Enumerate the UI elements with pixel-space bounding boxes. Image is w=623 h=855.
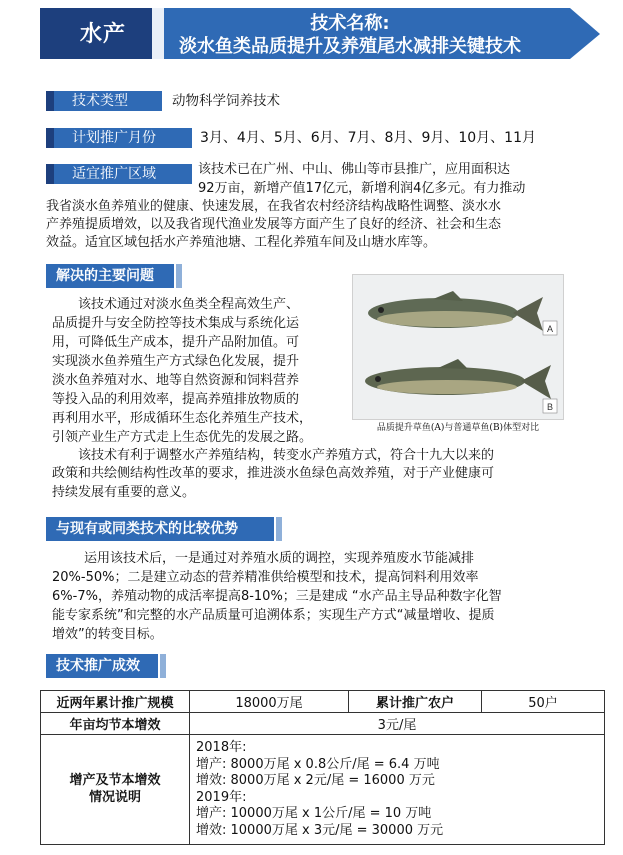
- problems-line: 再利用水平，形成循环生态化养殖生产技术，: [52, 411, 313, 426]
- detail-label: [41, 735, 190, 845]
- problems-line: 该技术有利于调整水产养殖结构，转变水产养殖方式，符合十九大以来的: [78, 448, 495, 463]
- region-tag: [46, 164, 192, 184]
- region-line-5: 效益。适宜区域包括水产养殖池塘、工程化养殖车间及山塘水库等。: [46, 235, 437, 250]
- results-title: 技术推广成效: [46, 654, 158, 678]
- table-row: [41, 713, 605, 735]
- problems-line: 品质提升与安全防控等技术集成与系统化运: [52, 316, 300, 331]
- detail-line: 2018年:: [196, 740, 247, 755]
- detail-line: 增产: 10000万尾 x 1公斤/尾 = 10 万吨: [196, 806, 432, 821]
- scale-value: 18000万尾: [190, 691, 349, 713]
- comparison-line: 20%-50%；二是建立动态的营养精准供给模型和技术，提高饲料利用效率: [52, 570, 479, 585]
- type-label: 技术类型: [54, 91, 162, 111]
- comparison-line: 6%-7%，养殖动物的成活率提高8-10%；三是建成 “水产品主导品种数字化智: [52, 589, 502, 604]
- table-row: [41, 691, 605, 713]
- detail-label-line: 增产及节本增效: [69, 773, 161, 788]
- saving-value: 3元/尾: [190, 713, 605, 735]
- table-row: [41, 735, 605, 845]
- problems-line: 淡水鱼养殖对水、地等自然资源和饲料营养: [52, 373, 300, 388]
- comparison-line: 运用该技术后，一是通过对养殖水质的调控，实现养殖废水节能减排: [84, 551, 475, 566]
- comparison-title: 与现有或同类技术的比较优势: [46, 517, 274, 541]
- detail-line: 增产: 8000万尾 x 0.8公斤/尾 = 6.4 万吨: [196, 756, 440, 772]
- fish-label-b: B: [546, 402, 554, 412]
- fish-label-a: A: [546, 324, 554, 334]
- comparison-line: 能专家系统”和完整的水产品质量可追溯体系；实现生产方式“减量增收、提质: [52, 608, 495, 623]
- months-value: 3月、4月、5月、6月、7月、8月、9月、10月、11月: [200, 130, 536, 146]
- results-table: [40, 690, 605, 845]
- farmers-label: 累计推广农户: [349, 691, 482, 713]
- problems-line: 等投入品的利用效率，提高养殖排放物质的: [52, 392, 300, 407]
- problems-line: 持续发展有重要的意义。: [52, 485, 196, 500]
- scale-label: 近两年累计推广规模: [41, 691, 190, 713]
- problems-line: 政策和共绘侧结构性改革的要求，推进淡水鱼绿色高效养殖，对于产业健康可: [52, 466, 495, 481]
- tech-name: 淡水鱼类品质提升及养殖尾水减排关键技术: [179, 36, 521, 57]
- detail-line: 增效: 10000万尾 x 3元/尾 = 30000 万元: [196, 822, 444, 838]
- problems-line: 实现淡水鱼养殖生产方式绿色化发展，提升: [52, 354, 300, 369]
- type-value: 动物科学饲养技术: [172, 93, 280, 109]
- photo-caption: 品质提升草鱼(A)与普通草鱼(B)体型对比: [376, 423, 540, 433]
- problems-line: 该技术通过对淡水鱼类全程高效生产、: [78, 297, 300, 312]
- detail-line: 2019年:: [196, 789, 247, 805]
- months-label: 计划推广月份: [54, 128, 192, 148]
- category-label: 水产: [79, 21, 126, 47]
- region-line-2: 92万亩，新增产值17亿元，新增利润4亿多元。有力推动: [198, 181, 526, 196]
- fish-comparison-photo: [352, 274, 564, 420]
- detail-label-line: 情况说明: [88, 789, 141, 805]
- problems-title: 解决的主要问题: [46, 264, 174, 288]
- detail-line: 增效: 8000万尾 x 2元/尾 = 16000 万元: [196, 773, 435, 788]
- problems-line: 引领产业生产方式走上生态优先的发展之路。: [52, 430, 313, 445]
- type-tag: [46, 91, 162, 111]
- problems-line: 用，可降低生产成本，提升产品附加值。可: [52, 335, 300, 350]
- tech-name-label: 技术名称:: [310, 13, 390, 34]
- months-tag: [46, 128, 192, 148]
- region-line-1: 该技术已在广州、中山、佛山等市县推广，应用面积达: [198, 162, 511, 177]
- region-line-3: 我省淡水鱼养殖业的健康、快速发展，在我省农村经济结构战略性调整、淡水水: [46, 199, 502, 214]
- detail-content: [190, 735, 605, 845]
- farmers-value: 50户: [482, 691, 605, 713]
- region-line-4: 产养殖提质增效，以及我省现代渔业发展等方面产生了良好的经济、社会和生态: [46, 217, 502, 232]
- region-label: 适宜推广区域: [54, 164, 192, 184]
- saving-label: 年亩均节本增效: [41, 713, 190, 735]
- comparison-line: 增效”的转变目标。: [52, 627, 163, 642]
